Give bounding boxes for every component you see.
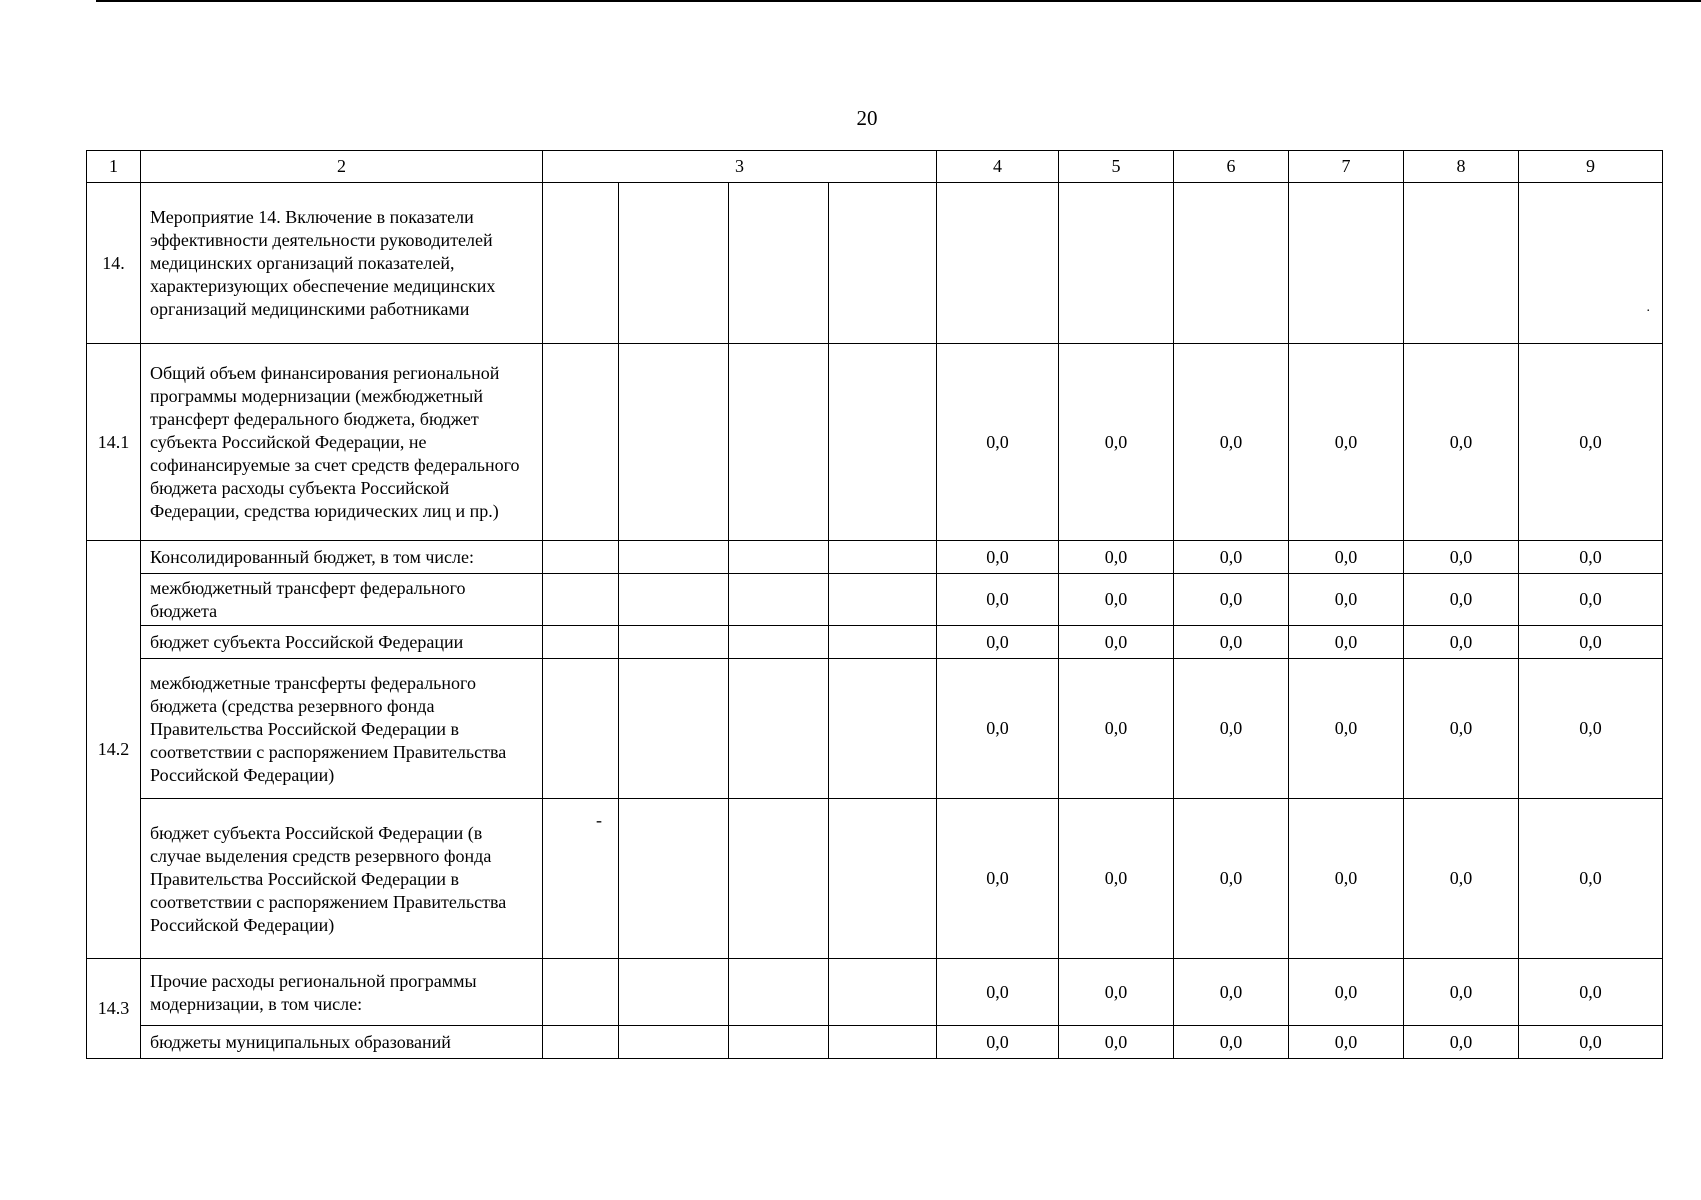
header-cell: 9 xyxy=(1519,151,1663,183)
sub-cell xyxy=(619,541,729,574)
value-cell: 0,0 xyxy=(1289,541,1404,574)
value-cell: 0,0 xyxy=(1059,344,1174,541)
sub-cell xyxy=(829,574,937,626)
header-cell: 4 xyxy=(937,151,1059,183)
table-row xyxy=(87,626,1663,659)
sub-cell xyxy=(543,659,619,799)
sub-cell xyxy=(619,183,729,344)
sub-cell xyxy=(543,626,619,659)
value-cell: 0,0 xyxy=(1174,799,1289,959)
sub-cell xyxy=(729,574,829,626)
value-cell: 0,0 xyxy=(1404,574,1519,626)
value-cell: 0,0 xyxy=(1174,659,1289,799)
value-cell: 0,0 xyxy=(1519,659,1663,799)
sub-cell xyxy=(619,344,729,541)
sub-cell xyxy=(729,799,829,959)
value-cell: 0,0 xyxy=(937,659,1059,799)
row-text: Консолидированный бюджет, в том числе: xyxy=(141,541,543,574)
value-cell: 0,0 xyxy=(1404,626,1519,659)
row-text: межбюджетный трансферт федерального бюджета xyxy=(141,574,543,626)
value-cell: 0,0 xyxy=(1519,799,1663,959)
stray-mark: - xyxy=(596,810,602,830)
sub-cell xyxy=(729,183,829,344)
header-cell: 8 xyxy=(1404,151,1519,183)
value-cell: 0,0 xyxy=(1404,541,1519,574)
sub-cell xyxy=(619,959,729,1026)
value-cell: 0,0 xyxy=(1404,799,1519,959)
value-cell: 0,0 xyxy=(1289,574,1404,626)
value-cell: 0,0 xyxy=(1404,344,1519,541)
sub-cell xyxy=(543,959,619,1026)
sub-cell xyxy=(729,659,829,799)
sub-cell xyxy=(729,541,829,574)
value-cell: 0,0 xyxy=(1059,574,1174,626)
value-cell: 0,0 xyxy=(1519,626,1663,659)
sub-cell xyxy=(543,183,619,344)
row-text: межбюджетные трансферты федерального бюджета (средства резервного фонда Правительства Российской Федерации в соответствии с распоряжением Правительства Российской Федерации) xyxy=(141,659,543,799)
value-cell: 0,0 xyxy=(1289,659,1404,799)
top-rule xyxy=(96,0,1701,2)
value-cell: 0,0 xyxy=(937,574,1059,626)
header-cell: 1 xyxy=(87,151,141,183)
value-cell: 0,0 xyxy=(1404,959,1519,1026)
table-row xyxy=(87,574,1663,626)
sub-cell xyxy=(619,574,729,626)
value-cell: 0,0 xyxy=(1059,659,1174,799)
value-cell: 0,0 xyxy=(1519,1026,1663,1059)
value-cell: 0,0 xyxy=(1174,541,1289,574)
row-text: бюджеты муниципальных образований xyxy=(141,1026,543,1059)
value-cell xyxy=(1289,183,1404,344)
value-cell: 0,0 xyxy=(1519,344,1663,541)
value-cell: 0,0 xyxy=(1289,799,1404,959)
sub-cell xyxy=(829,659,937,799)
sub-cell xyxy=(729,1026,829,1059)
value-cell: 0,0 xyxy=(1059,799,1174,959)
value-cell xyxy=(1519,183,1663,344)
table-row xyxy=(87,959,1663,1026)
row-text: Мероприятие 14. Включение в показатели эффективности деятельности руководителей медицинских организаций показателей, характеризующих обеспечение медицинских организаций медицинскими работниками xyxy=(141,183,543,344)
row-code: 14.3 xyxy=(87,959,141,1059)
table-row xyxy=(87,799,1663,959)
header-cell: 6 xyxy=(1174,151,1289,183)
header-cell: 3 xyxy=(543,151,937,183)
value-cell: 0,0 xyxy=(1059,959,1174,1026)
value-cell: 0,0 xyxy=(1174,959,1289,1026)
value-cell: 0,0 xyxy=(1404,659,1519,799)
sub-cell xyxy=(543,574,619,626)
value-cell: 0,0 xyxy=(1404,1026,1519,1059)
header-cell: 2 xyxy=(141,151,543,183)
sub-cell xyxy=(543,799,619,959)
header-cell: 7 xyxy=(1289,151,1404,183)
table-row xyxy=(87,659,1663,799)
value-cell xyxy=(937,183,1059,344)
value-cell: 0,0 xyxy=(1174,574,1289,626)
table-row xyxy=(87,344,1663,541)
value-cell: 0,0 xyxy=(937,626,1059,659)
table-row xyxy=(87,541,1663,574)
value-cell: 0,0 xyxy=(1519,541,1663,574)
value-cell: 0,0 xyxy=(1174,1026,1289,1059)
value-cell: 0,0 xyxy=(937,799,1059,959)
sub-cell xyxy=(729,626,829,659)
row-text: Прочие расходы региональной программы модернизации, в том числе: xyxy=(141,959,543,1026)
value-cell: 0,0 xyxy=(1289,626,1404,659)
sub-cell xyxy=(619,799,729,959)
row-text: бюджет субъекта Российской Федерации xyxy=(141,626,543,659)
header-row xyxy=(87,151,1663,183)
sub-cell xyxy=(829,183,937,344)
value-cell: 0,0 xyxy=(1289,959,1404,1026)
sub-cell xyxy=(829,626,937,659)
value-cell: 0,0 xyxy=(1059,626,1174,659)
row-text: бюджет субъекта Российской Федерации (в случае выделения средств резервного фонда Правительства Российской Федерации в соответствии с распоряжением Правительства Российской Федерации) xyxy=(141,799,543,959)
value-cell xyxy=(1059,183,1174,344)
value-cell: 0,0 xyxy=(1174,626,1289,659)
value-cell: 0,0 xyxy=(1519,959,1663,1026)
row-code: 14.1 xyxy=(87,344,141,541)
sub-cell xyxy=(729,344,829,541)
sub-cell xyxy=(619,659,729,799)
sub-cell xyxy=(829,799,937,959)
row-text: Общий объем финансирования региональной программы модернизации (межбюджетный трансферт федерального бюджета, бюджет субъекта Российской Федерации, не софинансируемые за счет средств федерального бюджета расходы субъекта Российской Федерации, средства юридических лиц и пр.) xyxy=(141,344,543,541)
header-cell: 5 xyxy=(1059,151,1174,183)
sub-cell xyxy=(829,344,937,541)
value-cell: 0,0 xyxy=(937,959,1059,1026)
stray-mark: . xyxy=(1646,300,1650,315)
sub-cell xyxy=(619,1026,729,1059)
data-table xyxy=(86,150,1663,1059)
sub-cell xyxy=(829,541,937,574)
row-code: 14.2 xyxy=(87,541,141,959)
value-cell: 0,0 xyxy=(1289,1026,1404,1059)
sub-cell xyxy=(543,344,619,541)
page-number: 20 xyxy=(856,106,878,130)
table-row xyxy=(87,1026,1663,1059)
row-code: 14. xyxy=(87,183,141,344)
value-cell: 0,0 xyxy=(1174,344,1289,541)
sub-cell xyxy=(829,959,937,1026)
value-cell: 0,0 xyxy=(937,344,1059,541)
value-cell: 0,0 xyxy=(1059,541,1174,574)
table-row xyxy=(87,183,1663,344)
value-cell: 0,0 xyxy=(1059,1026,1174,1059)
value-cell xyxy=(1404,183,1519,344)
sub-cell xyxy=(543,1026,619,1059)
sub-cell xyxy=(829,1026,937,1059)
value-cell: 0,0 xyxy=(937,1026,1059,1059)
value-cell: 0,0 xyxy=(1289,344,1404,541)
value-cell: 0,0 xyxy=(937,541,1059,574)
sub-cell xyxy=(543,541,619,574)
sub-cell xyxy=(729,959,829,1026)
value-cell: 0,0 xyxy=(1519,574,1663,626)
sub-cell xyxy=(619,626,729,659)
value-cell xyxy=(1174,183,1289,344)
